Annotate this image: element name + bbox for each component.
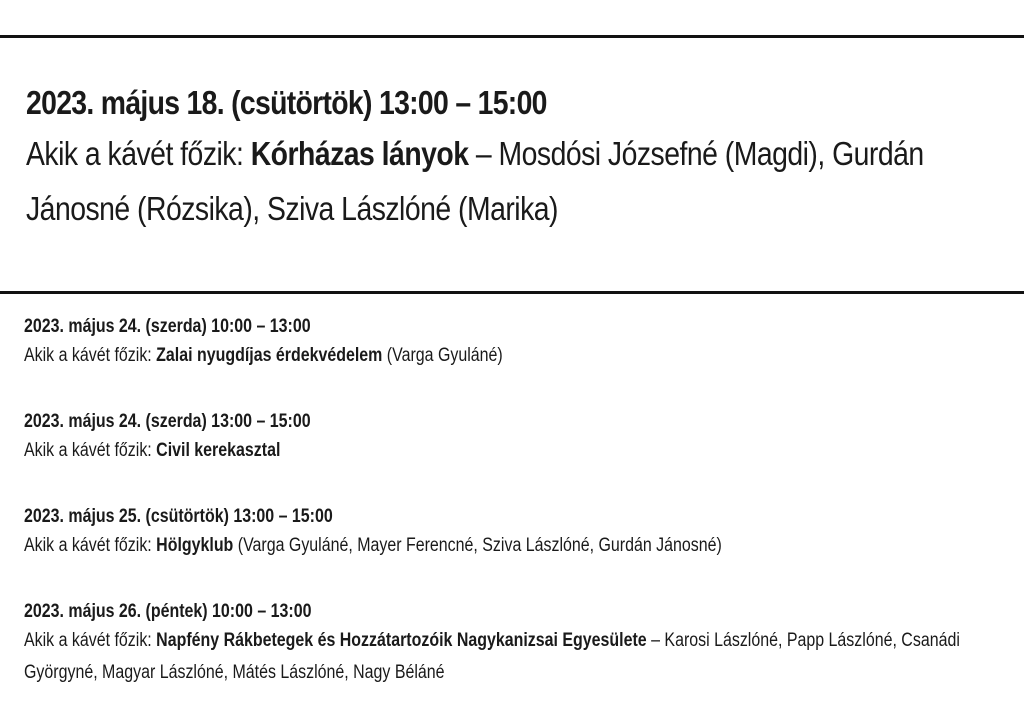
event-group: Hölgyklub [156,535,234,556]
event-description [24,340,965,372]
event-entry [24,409,931,467]
featured-event-description [26,126,955,236]
event-entry [24,314,931,372]
event-group: Zalai nyugdíjas érdekvédelem [156,345,383,366]
featured-event-names: – Mosdósi Józsefné (Magdi), Gurdán Jánosné (Rózsika), Sziva Lászlóné (Marika) [26,135,924,227]
event-names: (Varga Gyuláné) [382,345,503,366]
featured-event-prefix: Akik a kávét főzik: [26,135,251,172]
top-divider [0,35,1024,38]
event-date: 2023. május 24. (szerda) 10:00 – 13:00 [24,316,311,337]
event-prefix: Akik a kávét főzik: [24,535,157,556]
event-description [24,530,965,562]
event-list [24,314,1024,726]
event-description [24,435,965,467]
event-description [24,625,965,689]
section-divider [0,291,1024,294]
event-prefix: Akik a kávét főzik: [24,630,157,651]
event-names: – Karosi Lászlóné, Papp Lászlóné, Csanádi Györgyné, Magyar Lászlóné, Mátés Lászlóné, Nagy Béláné [24,630,960,683]
event-date: 2023. május 25. (csütörtök) 13:00 – 15:00 [24,506,333,527]
event-prefix: Akik a kávét főzik: [24,440,157,461]
event-entry [24,504,931,562]
event-date: 2023. május 24. (szerda) 13:00 – 15:00 [24,411,311,432]
featured-event [26,80,1006,236]
event-group: Civil kerekasztal [156,440,281,461]
featured-event-date: 2023. május 18. (csütörtök) 13:00 – 15:00 [26,84,547,121]
event-prefix: Akik a kávét főzik: [24,345,157,366]
event-entry [24,599,960,689]
event-names: (Varga Gyuláné, Mayer Ferencné, Sziva Lászlóné, Gurdán Jánosné) [233,535,722,556]
featured-event-group: Kórházas lányok [250,135,469,172]
event-group: Napfény Rákbetegek és Hozzátartozóik Nagykanizsai Egyesülete [156,630,647,651]
event-date: 2023. május 26. (péntek) 10:00 – 13:00 [24,601,312,622]
